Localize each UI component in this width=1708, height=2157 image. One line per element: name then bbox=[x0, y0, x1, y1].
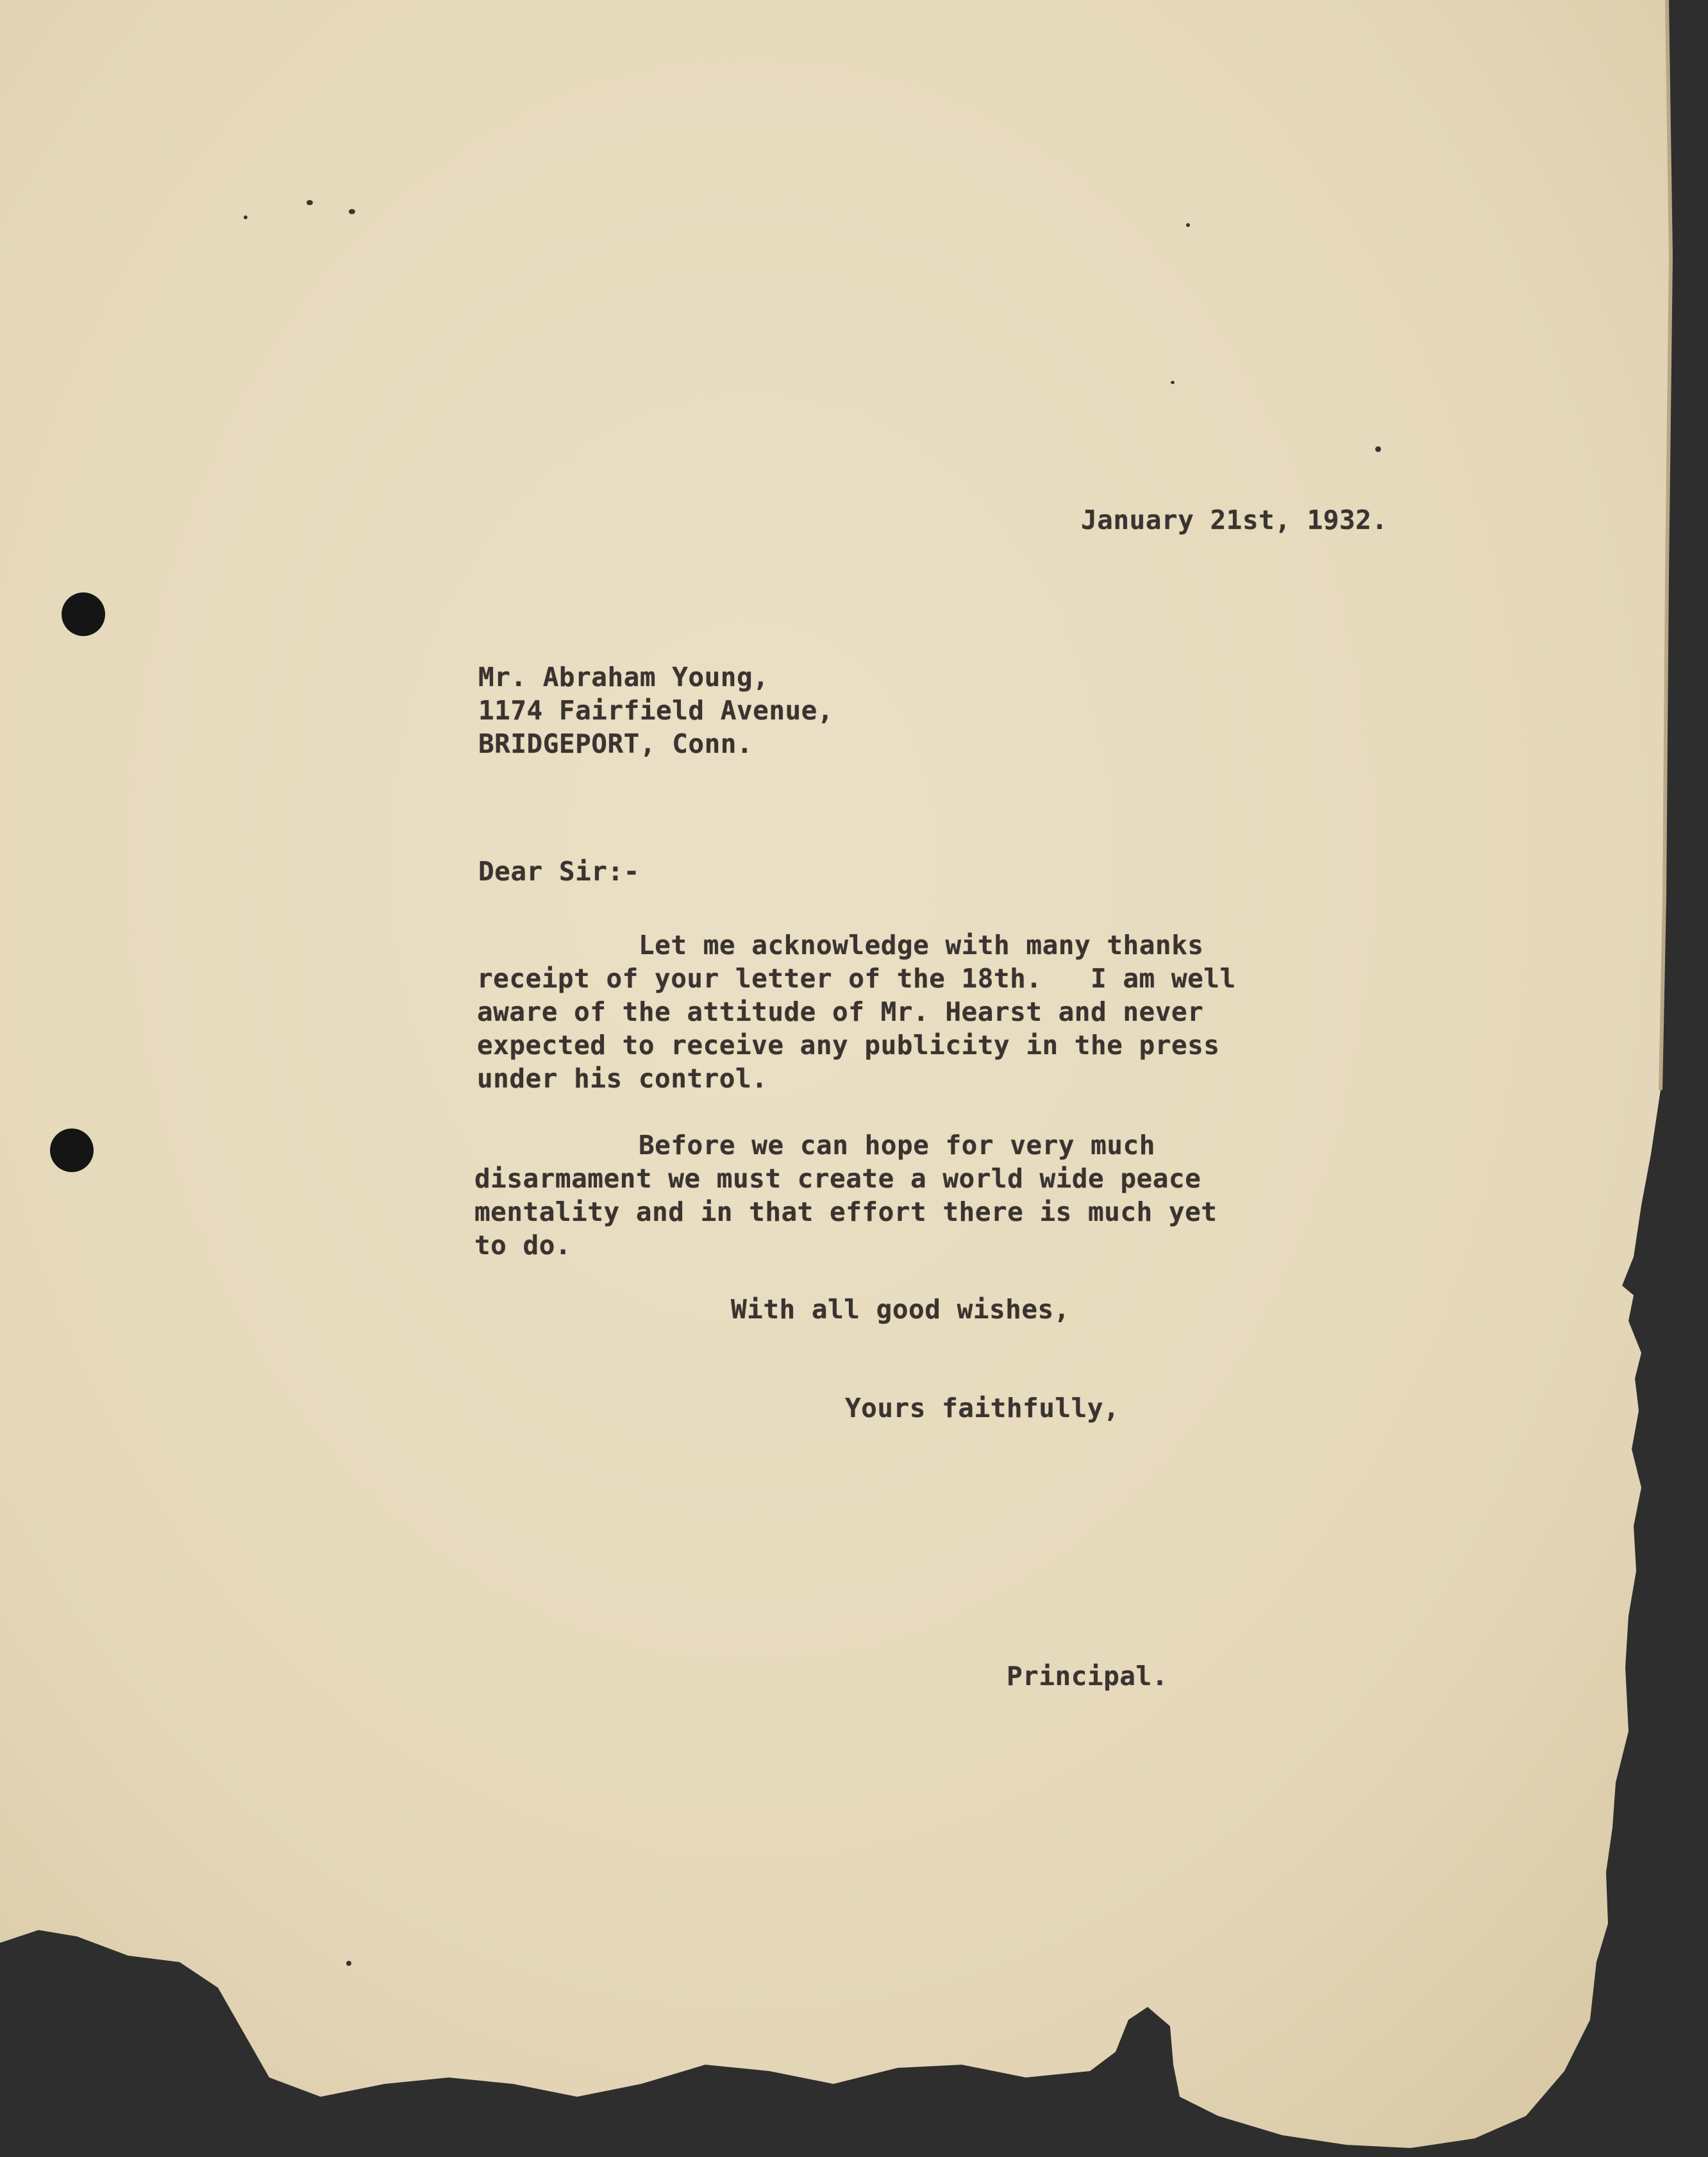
salutation: Dear Sir:- bbox=[478, 856, 640, 887]
signature-title: Principal. bbox=[1007, 1661, 1168, 1691]
ink-speck bbox=[306, 200, 313, 205]
ink-speck bbox=[1186, 223, 1190, 227]
paragraph-line: aware of the attitude of Mr. Hearst and never bbox=[477, 996, 1204, 1027]
paragraph-line: under his control. bbox=[477, 1063, 768, 1094]
paragraph-line: receipt of your letter of the 18th. I am well bbox=[477, 963, 1236, 994]
paragraph-line: disarmament we must create a world wide peace bbox=[474, 1163, 1201, 1194]
recipient-city: BRIDGEPORT, Conn. bbox=[478, 728, 753, 759]
punch-hole-bottom bbox=[50, 1129, 94, 1172]
paragraph-line: mentality and in that effort there is much yet bbox=[474, 1196, 1218, 1227]
paragraph-line: expected to receive any publicity in the press bbox=[477, 1030, 1220, 1061]
ink-speck bbox=[346, 1961, 351, 1966]
paragraph-line: Let me acknowledge with many thanks bbox=[639, 930, 1204, 961]
letter-date: January 21st, 1932. bbox=[1081, 505, 1388, 535]
paragraph-line: Before we can hope for very much bbox=[639, 1130, 1155, 1161]
ink-speck bbox=[244, 215, 247, 219]
valediction: Yours faithfully, bbox=[845, 1393, 1120, 1423]
closing-wish: With all good wishes, bbox=[731, 1294, 1070, 1325]
paragraph-line: to do. bbox=[474, 1230, 572, 1261]
punch-hole-top bbox=[62, 592, 105, 636]
recipient-name: Mr. Abraham Young, bbox=[478, 662, 769, 692]
ink-speck bbox=[1375, 446, 1381, 452]
ink-speck bbox=[1171, 381, 1175, 384]
ink-speck bbox=[349, 209, 355, 214]
recipient-street: 1174 Fairfield Avenue, bbox=[478, 695, 834, 726]
